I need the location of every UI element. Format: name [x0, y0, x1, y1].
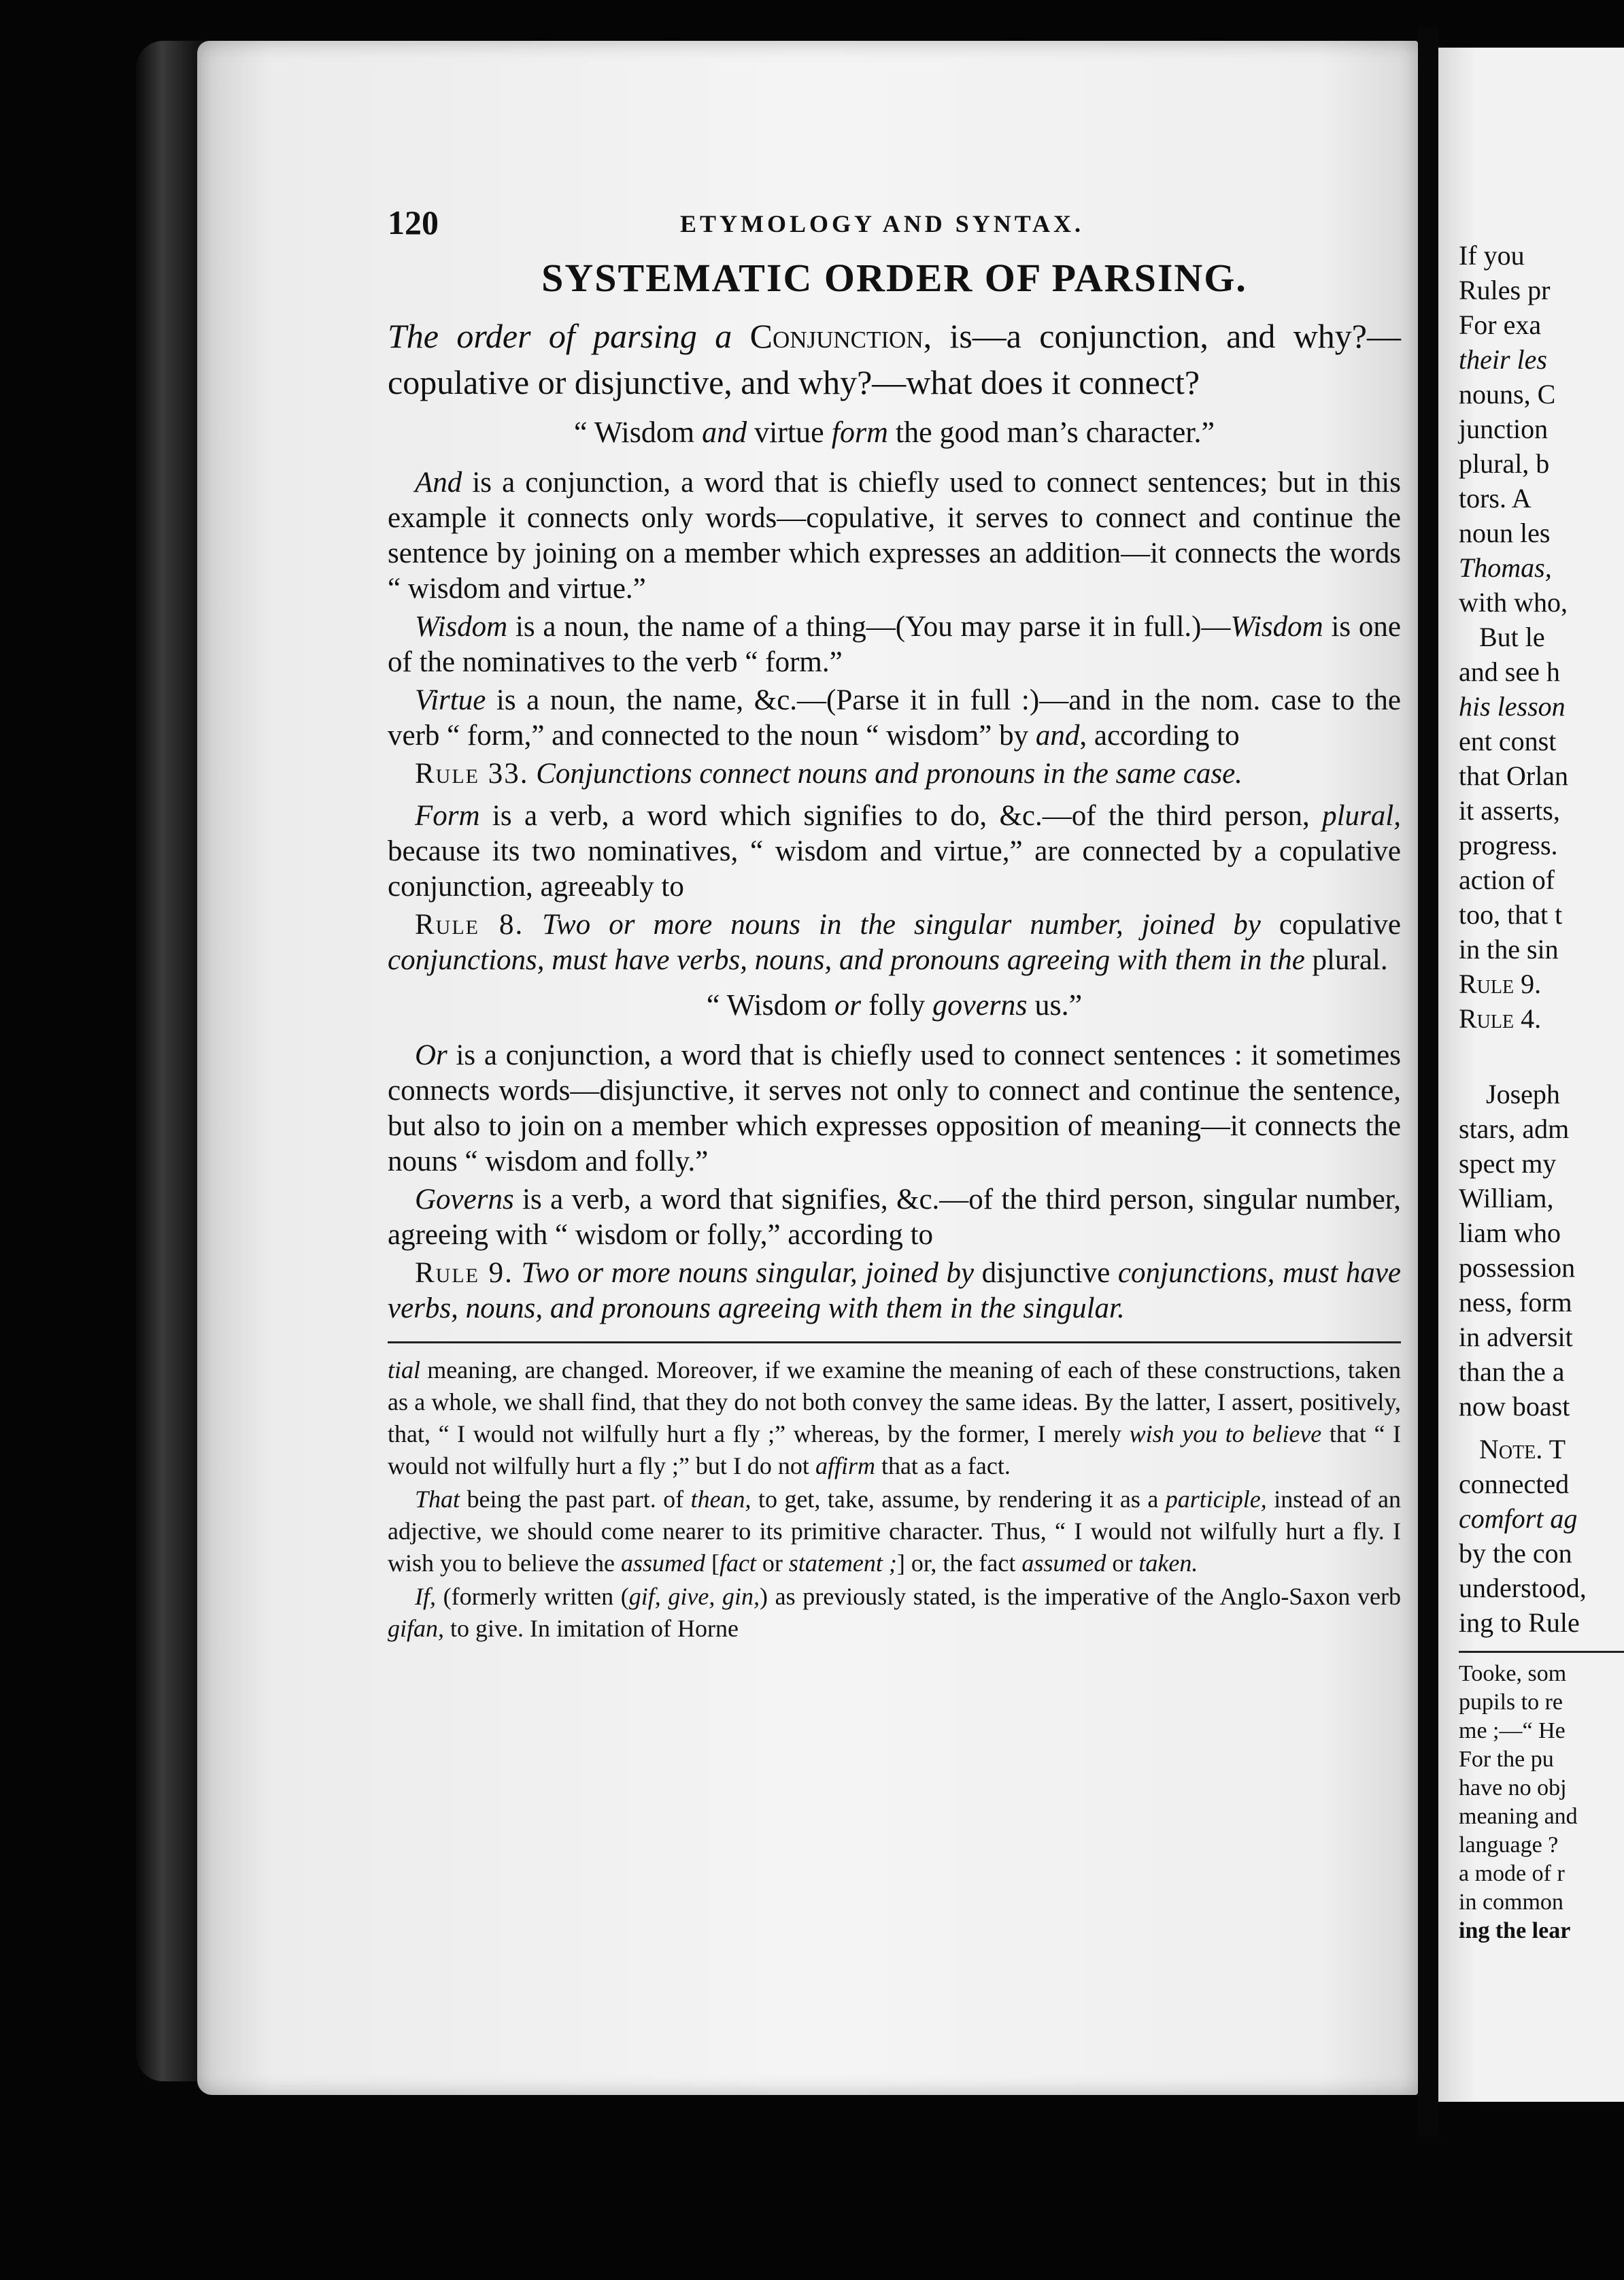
fn-italic: thean, — [690, 1486, 751, 1513]
right-line: Joseph — [1486, 1079, 1560, 1109]
rule-text: conjunctions, must have verbs, nouns, and pronouns agreeing with them in the singular. — [388, 1257, 1402, 1324]
section-heading: SYSTEMATIC ORDER OF PARSING. — [541, 256, 1247, 300]
right-line: Note. T — [1479, 1434, 1566, 1464]
paragraph-or — [388, 1038, 1401, 1179]
right-line: Rules pr — [1459, 275, 1551, 305]
page-number: 120 — [388, 203, 439, 241]
footnote-divider — [388, 1341, 1401, 1343]
paragraph-text: is one of the nominatives to the verb “ form.” — [388, 611, 1401, 678]
fn-text: meaning, are changed. Moreover, if we examine the meaning of each of these constructions, taken as a whole, we shall find, that they do not both convey the same ideas. By the latter, I assert, positively, that, “ I would not wilfully hurt a fly ;” whereas, by the former, I merely — [388, 1356, 1401, 1447]
rule-8 — [388, 907, 1401, 978]
right-line: ent const — [1459, 726, 1557, 756]
paragraph-text: is a conjunction, a word that is chiefly used to connect sentences; but in this example it connects only words—copulative, it serves to connect and continue the sentence by joining on a member which expresses an addition—it connects the words “ wisdom and virtue.” — [388, 467, 1401, 605]
fn-text: ) as previously stated, is the imperative of the Anglo-Saxon verb — [759, 1583, 1401, 1610]
right-footnote-line: meaning and — [1459, 1804, 1578, 1829]
example1-d: form — [831, 416, 888, 449]
fn-italic: affirm — [815, 1452, 875, 1479]
right-line: tors. A — [1459, 483, 1532, 514]
right-line: now boast — [1459, 1391, 1570, 1422]
parsed-word: And — [415, 467, 462, 499]
example-sentence-1 — [388, 412, 1401, 453]
example2-c: folly — [861, 988, 933, 1022]
right-line: But le — [1479, 622, 1545, 652]
example1-c: virtue — [747, 416, 832, 449]
right-footnote-line: ing the lear — [1459, 1918, 1571, 1943]
fn-text: that as a fact. — [875, 1452, 1011, 1479]
right-line: nouns, C — [1459, 379, 1556, 409]
right-line: Rule 9. — [1459, 969, 1542, 999]
right-line: too, that t — [1459, 899, 1563, 930]
footnote-paragraph-3 — [388, 1581, 1401, 1645]
example2-e: us.” — [1027, 988, 1083, 1022]
fn-italic: gif, give, gin, — [628, 1583, 760, 1610]
parsed-word: Governs — [415, 1184, 514, 1216]
fn-italic: taken. — [1138, 1549, 1198, 1577]
fn-text: or — [756, 1549, 789, 1577]
right-footnote-line: Tooke, som — [1459, 1661, 1567, 1686]
right-line: For exa — [1459, 309, 1542, 340]
rule-label: Rule 8. — [415, 909, 524, 941]
fn-italic: assumed — [620, 1549, 705, 1577]
paragraph-text: because its two nominatives, “ wisdom and virtue,” are connected by a copulative conjunction, agreeably to — [388, 835, 1401, 903]
right-line: possession — [1459, 1252, 1576, 1283]
right-line: plural, b — [1459, 448, 1550, 479]
right-line: Rule 4. — [1459, 1003, 1542, 1034]
right-line: noun les — [1459, 518, 1551, 548]
fn-italic: tial — [388, 1356, 421, 1384]
fn-text: that “ I would not wilfully hurt a fly ;” but I do not — [388, 1420, 1402, 1479]
parsed-word: Wisdom — [415, 611, 508, 643]
rule-text: disjunctive — [974, 1257, 1118, 1289]
rule-33 — [388, 756, 1401, 792]
fn-italic: gifan, — [388, 1615, 445, 1642]
rule-text: copulative — [1260, 909, 1401, 941]
right-line: William, — [1459, 1183, 1554, 1213]
footnote-paragraph-2 — [388, 1483, 1401, 1579]
fn-text: to give. In imitation of Horne — [444, 1615, 739, 1642]
fn-text: being the past part. of — [460, 1486, 691, 1513]
paragraph-text: is a conjunction, a word that is chiefly used to connect sentences : it sometimes connects words—disjunctive, it serves not only to connect and continue the sentence, but also to join on a member which expresses opposition of meaning—it connects the nouns “ wisdom and folly.” — [388, 1039, 1401, 1177]
lead-paragraph — [388, 313, 1401, 405]
rule-label: Rule 33. — [415, 758, 529, 790]
right-line: and see h — [1459, 656, 1560, 687]
right-line: with who, — [1459, 587, 1568, 618]
right-line: in the sin — [1459, 934, 1559, 965]
rule-9 — [388, 1256, 1401, 1326]
right-line: ing to Rule — [1459, 1607, 1580, 1638]
paragraph-text: , according to — [1079, 720, 1240, 752]
right-line: Thomas, — [1459, 552, 1552, 583]
right-line: action of — [1459, 865, 1555, 895]
right-line: ness, form — [1459, 1287, 1572, 1318]
paragraph-text: is a noun, the name, &c.—(Parse it in full :)—and in the nom. case to the verb “ form,” and connected to the noun “ wisdom” by — [388, 684, 1401, 752]
example1-e: the good man’s character.” — [887, 416, 1215, 449]
page-gutter — [1418, 27, 1438, 2136]
right-line: comfort ag — [1459, 1503, 1578, 1534]
parsed-word: Form — [415, 800, 480, 832]
paragraph-form — [388, 799, 1401, 905]
rule-text: Two or more nouns singular, joined by — [521, 1257, 975, 1289]
fn-text: or — [1106, 1549, 1139, 1577]
right-line: it asserts, — [1459, 795, 1560, 826]
paragraph-text: is a noun, the name of a thing—(You may parse it in full.)— — [507, 611, 1231, 643]
example1-b: and — [702, 416, 747, 449]
right-line: their les — [1459, 344, 1547, 375]
parsed-word: Virtue — [415, 684, 486, 716]
fn-italic: That — [415, 1486, 460, 1513]
rule-text: Conjunctions connect nouns and pronouns in the same case. — [536, 758, 1242, 790]
example-sentence-2 — [388, 985, 1401, 1026]
fn-text: [ — [705, 1549, 720, 1577]
example2-a: “ Wisdom — [706, 988, 834, 1022]
right-page-text — [1459, 238, 1624, 1945]
right-line: understood, — [1459, 1573, 1587, 1603]
running-title: ETYMOLOGY AND SYNTAX. — [680, 210, 1085, 237]
rule-text: conjunctions, must have verbs, nouns, and pronouns agreeing with them in the — [388, 944, 1305, 976]
lead-smallcaps: Conjunction — [749, 317, 924, 355]
paragraph-text: is a verb, a word which signifies to do, &c.—of the third person, — [479, 800, 1323, 832]
fn-italic: If, — [415, 1583, 436, 1610]
example1-a: “ Wisdom — [574, 416, 703, 449]
parsed-word: and — [1035, 720, 1080, 752]
fn-italic: statement ; — [788, 1549, 897, 1577]
right-footnote-line: For the pu — [1459, 1747, 1554, 1772]
right-line: stars, adm — [1459, 1113, 1570, 1144]
running-head — [388, 203, 1387, 244]
right-footnote-line: language ? — [1459, 1832, 1559, 1858]
parsed-word: Wisdom — [1230, 611, 1323, 643]
parsed-word: plural, — [1322, 800, 1401, 832]
fn-italic: assumed — [1021, 1549, 1106, 1577]
right-footnote-line: in common — [1459, 1890, 1563, 1915]
right-line: by the con — [1459, 1538, 1572, 1569]
rule-label: Rule 9. — [415, 1257, 513, 1289]
right-footnote-divider — [1459, 1651, 1624, 1653]
fn-italic: wish you to believe — [1129, 1420, 1322, 1447]
paragraph-text: is a verb, a word that signifies, &c.—of the third person, singular number, agreeing with “ wisdom or folly,” according to — [388, 1184, 1401, 1251]
right-line: connected — [1459, 1469, 1570, 1499]
fn-text: instead of an adjective, we should come nearer to its primitive character. Thus, “ I would not wilfully hurt a fly. I wish you to believe the — [388, 1486, 1401, 1577]
fn-text: ] or, the fact — [896, 1549, 1022, 1577]
right-line — [1459, 1036, 1624, 1077]
right-page — [1438, 48, 1624, 2102]
footnote-paragraph-1 — [388, 1354, 1401, 1482]
parsed-word: Or — [415, 1039, 447, 1071]
paragraph-governs — [388, 1182, 1401, 1253]
rule-text: plural. — [1304, 944, 1388, 976]
paragraph-and — [388, 465, 1401, 607]
rule-text: Two or more nouns in the singular number, joined by — [542, 909, 1261, 941]
right-footnote-line: have no obj — [1459, 1775, 1567, 1800]
right-line: that Orlan — [1459, 760, 1569, 791]
right-footnote-line: pupils to re — [1459, 1690, 1563, 1715]
fn-italic: fact — [719, 1549, 756, 1577]
right-line: liam who — [1459, 1218, 1561, 1248]
lead-text: , is—a conjunction, and why?—copulative or disjunctive, and why?—what does it connect? — [388, 317, 1402, 401]
right-line: progress. — [1459, 830, 1558, 860]
paragraph-wisdom — [388, 609, 1401, 680]
right-line: spect my — [1459, 1148, 1557, 1179]
right-footnote-line: me ;—“ He — [1459, 1718, 1566, 1743]
example2-b: or — [834, 988, 862, 1022]
fn-text: to get, take, assume, by rendering it as a — [751, 1486, 1166, 1513]
right-line: junction — [1459, 414, 1549, 444]
right-line: than the a — [1459, 1356, 1565, 1387]
lead-italic: The order of parsing a — [388, 317, 732, 355]
right-line: his lesson — [1459, 691, 1566, 722]
example2-d: governs — [932, 988, 1028, 1022]
left-page-body — [388, 255, 1401, 1646]
right-footnote-line: a mode of r — [1459, 1861, 1565, 1886]
right-line: If you — [1459, 240, 1525, 271]
right-line: in adversit — [1459, 1322, 1573, 1352]
fn-text: (formerly written ( — [436, 1583, 629, 1610]
paragraph-virtue — [388, 683, 1401, 754]
fn-italic: participle, — [1165, 1486, 1267, 1513]
